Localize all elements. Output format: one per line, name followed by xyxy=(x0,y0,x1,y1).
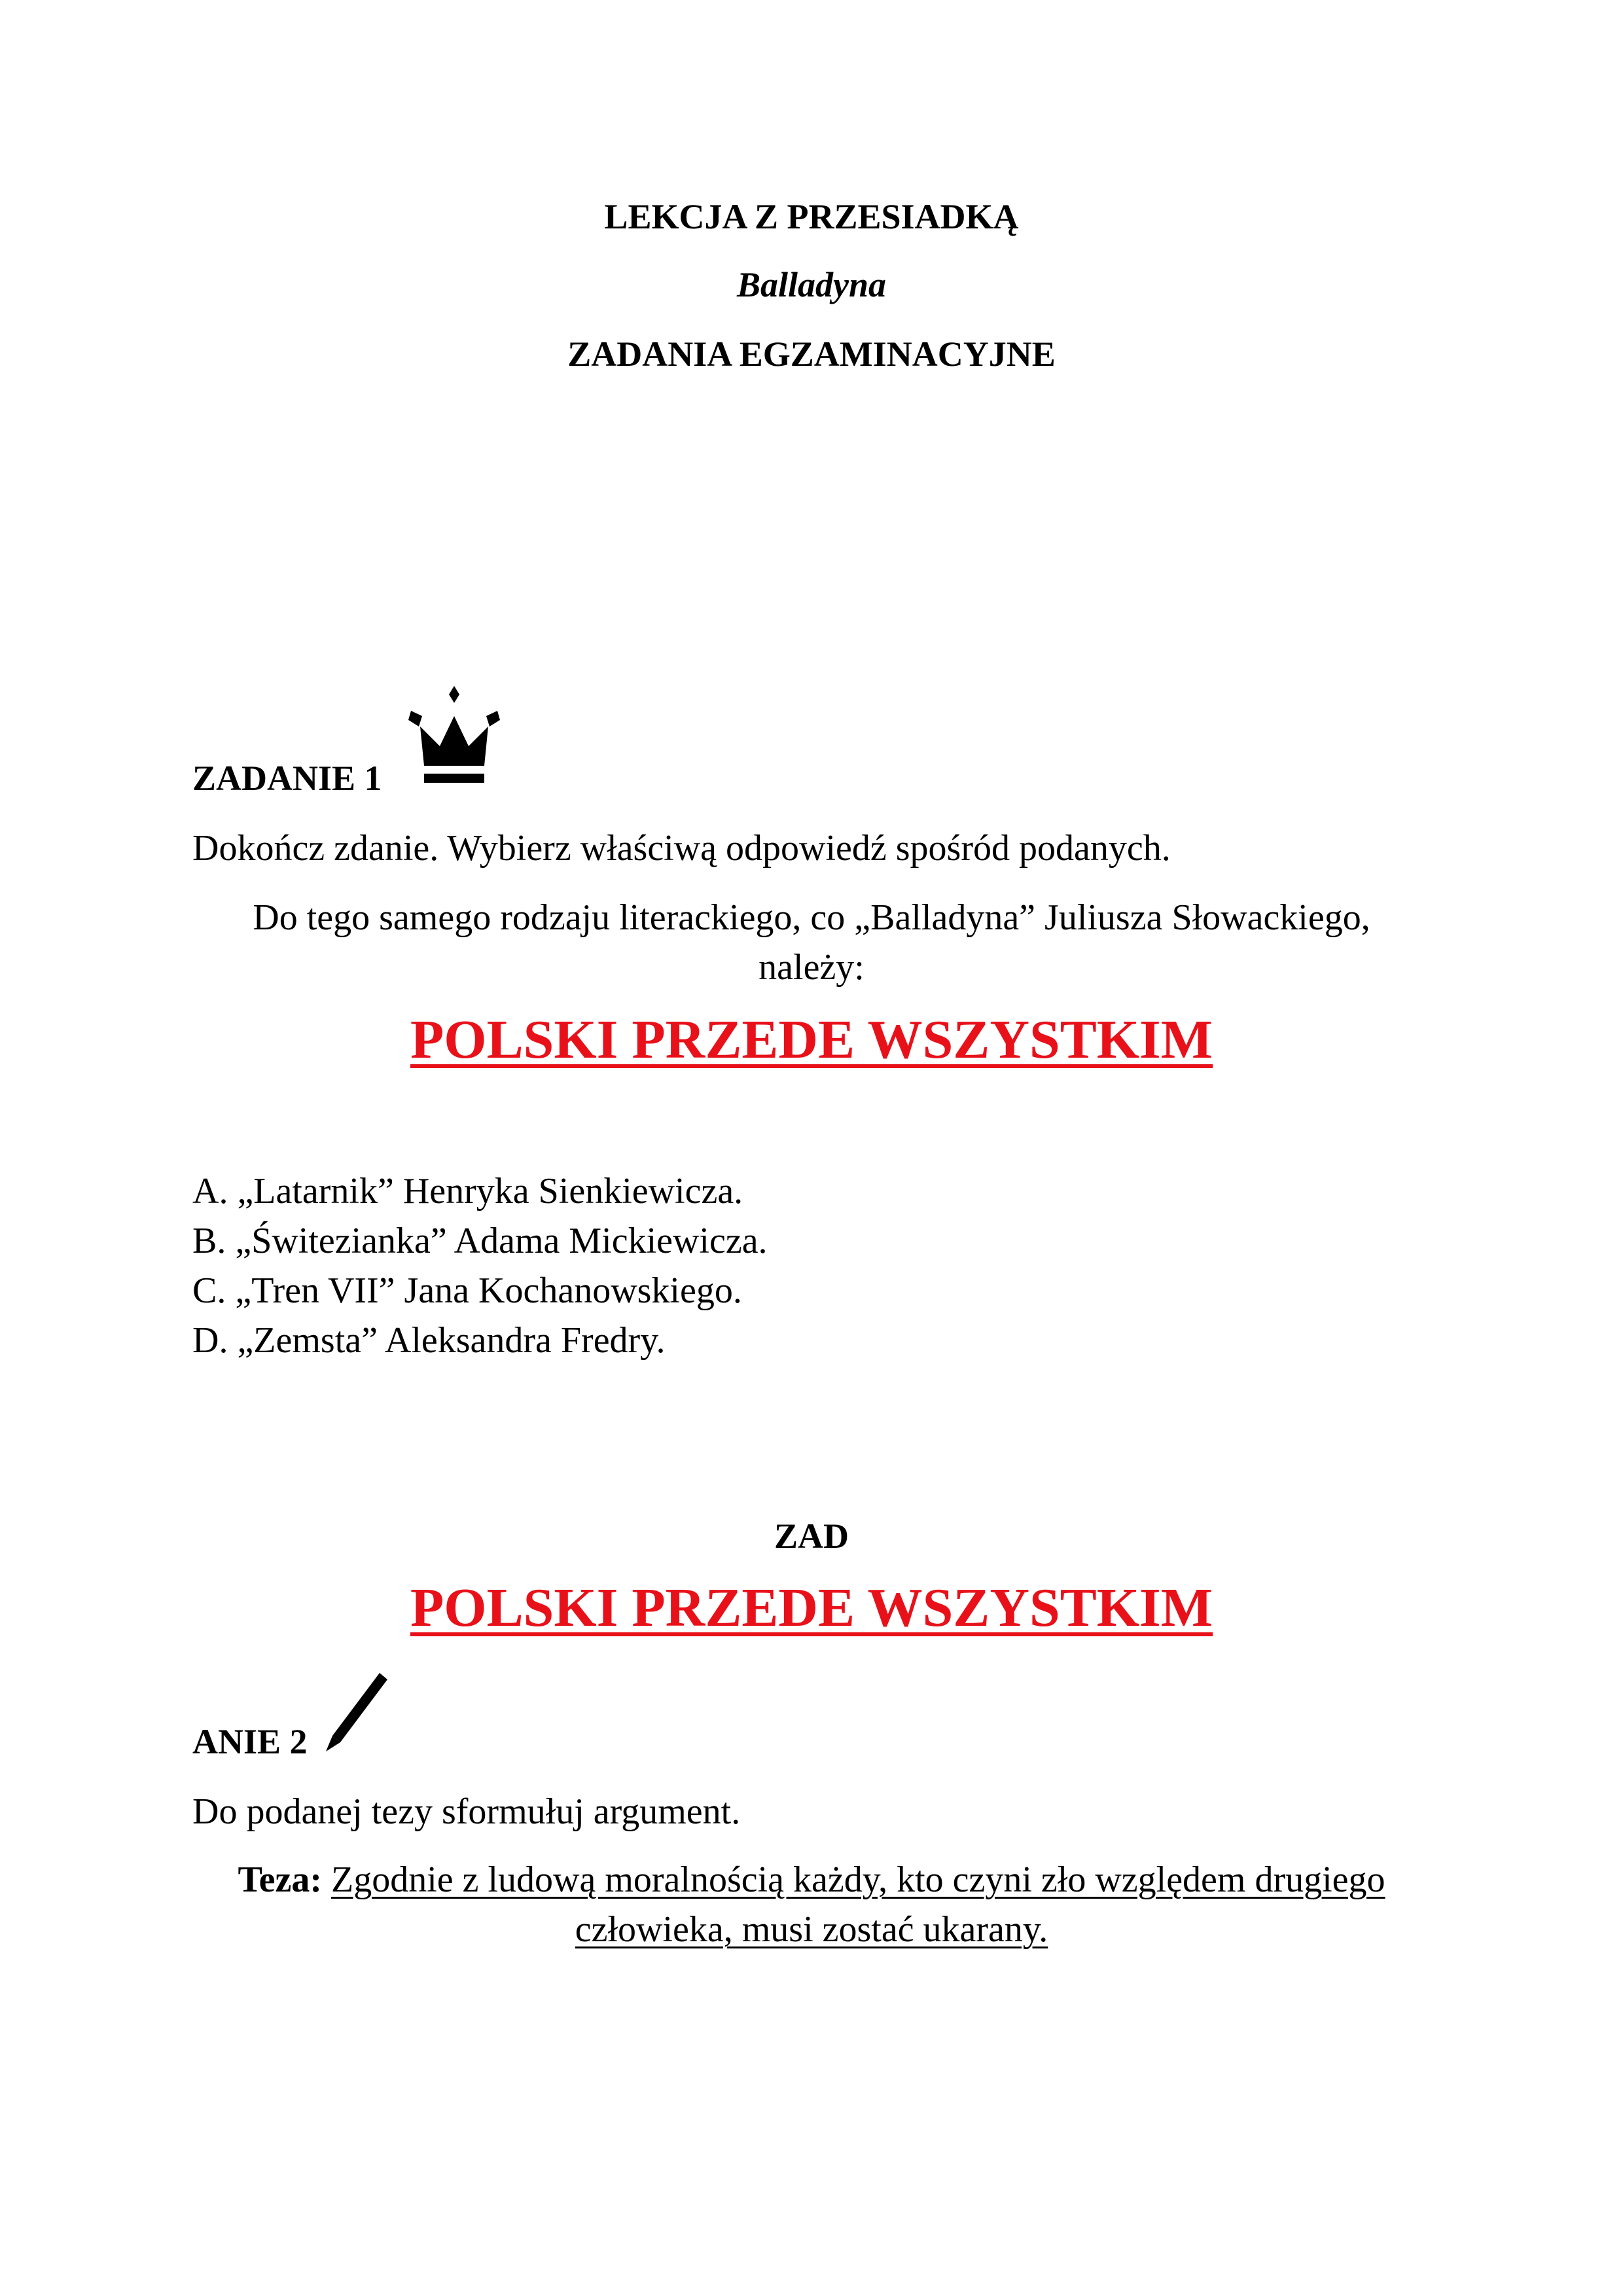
thesis-text-line2: człowieka, musi zostać ukarany. xyxy=(575,1909,1048,1950)
thesis-text-line1: Zgodnie z ludową moralnością każdy, kto czyni zło względem drugiego xyxy=(331,1859,1385,1900)
task2-thesis-line2 xyxy=(0,1905,1623,1954)
doc-header-subtitle: Balladyna xyxy=(736,265,887,304)
watermark-banner-1: POLSKI PRZEDE WSZYSTKIM xyxy=(410,1009,1213,1070)
task1-question-line1: Do tego samego rodzaju literackiego, co „Balladyna” Juliusza Słowackiego, xyxy=(253,897,1370,938)
answer-option-a: A. „Latarnik” Henryka Sienkiewicza. xyxy=(192,1171,743,1211)
doc-header-section: ZADANIA EGZAMINACYJNE xyxy=(567,334,1056,374)
task2-title-part1: ZAD xyxy=(774,1516,849,1556)
task1-instruction: Dokończ zdanie. Wybierz właściwą odpowiedź spośród podanych. xyxy=(192,828,1171,869)
task2-instruction: Do podanej tezy sformułuj argument. xyxy=(192,1791,741,1832)
crown-icon xyxy=(402,686,507,788)
task1-question-line2: należy: xyxy=(758,947,865,988)
thesis-label: Teza: xyxy=(238,1859,323,1900)
answer-option-b: B. „Świtezianka” Adama Mickiewicza. xyxy=(192,1221,768,1261)
answer-option-d: D. „Zemsta” Aleksandra Fredry. xyxy=(192,1320,666,1361)
answer-option-c: C. „Tren VII” Jana Kochanowskiego. xyxy=(192,1270,742,1311)
task1-answer-list xyxy=(192,1166,768,1365)
task1-title: ZADANIE 1 xyxy=(192,759,382,798)
task2-title-part2: ANIE 2 xyxy=(192,1722,308,1761)
task2-thesis-line1 xyxy=(0,1855,1623,1905)
doc-header-title: LEKCJA Z PRZESIADKĄ xyxy=(604,197,1019,236)
watermark-banner-2: POLSKI PRZEDE WSZYSTKIM xyxy=(410,1577,1213,1638)
pen-icon xyxy=(318,1670,397,1755)
